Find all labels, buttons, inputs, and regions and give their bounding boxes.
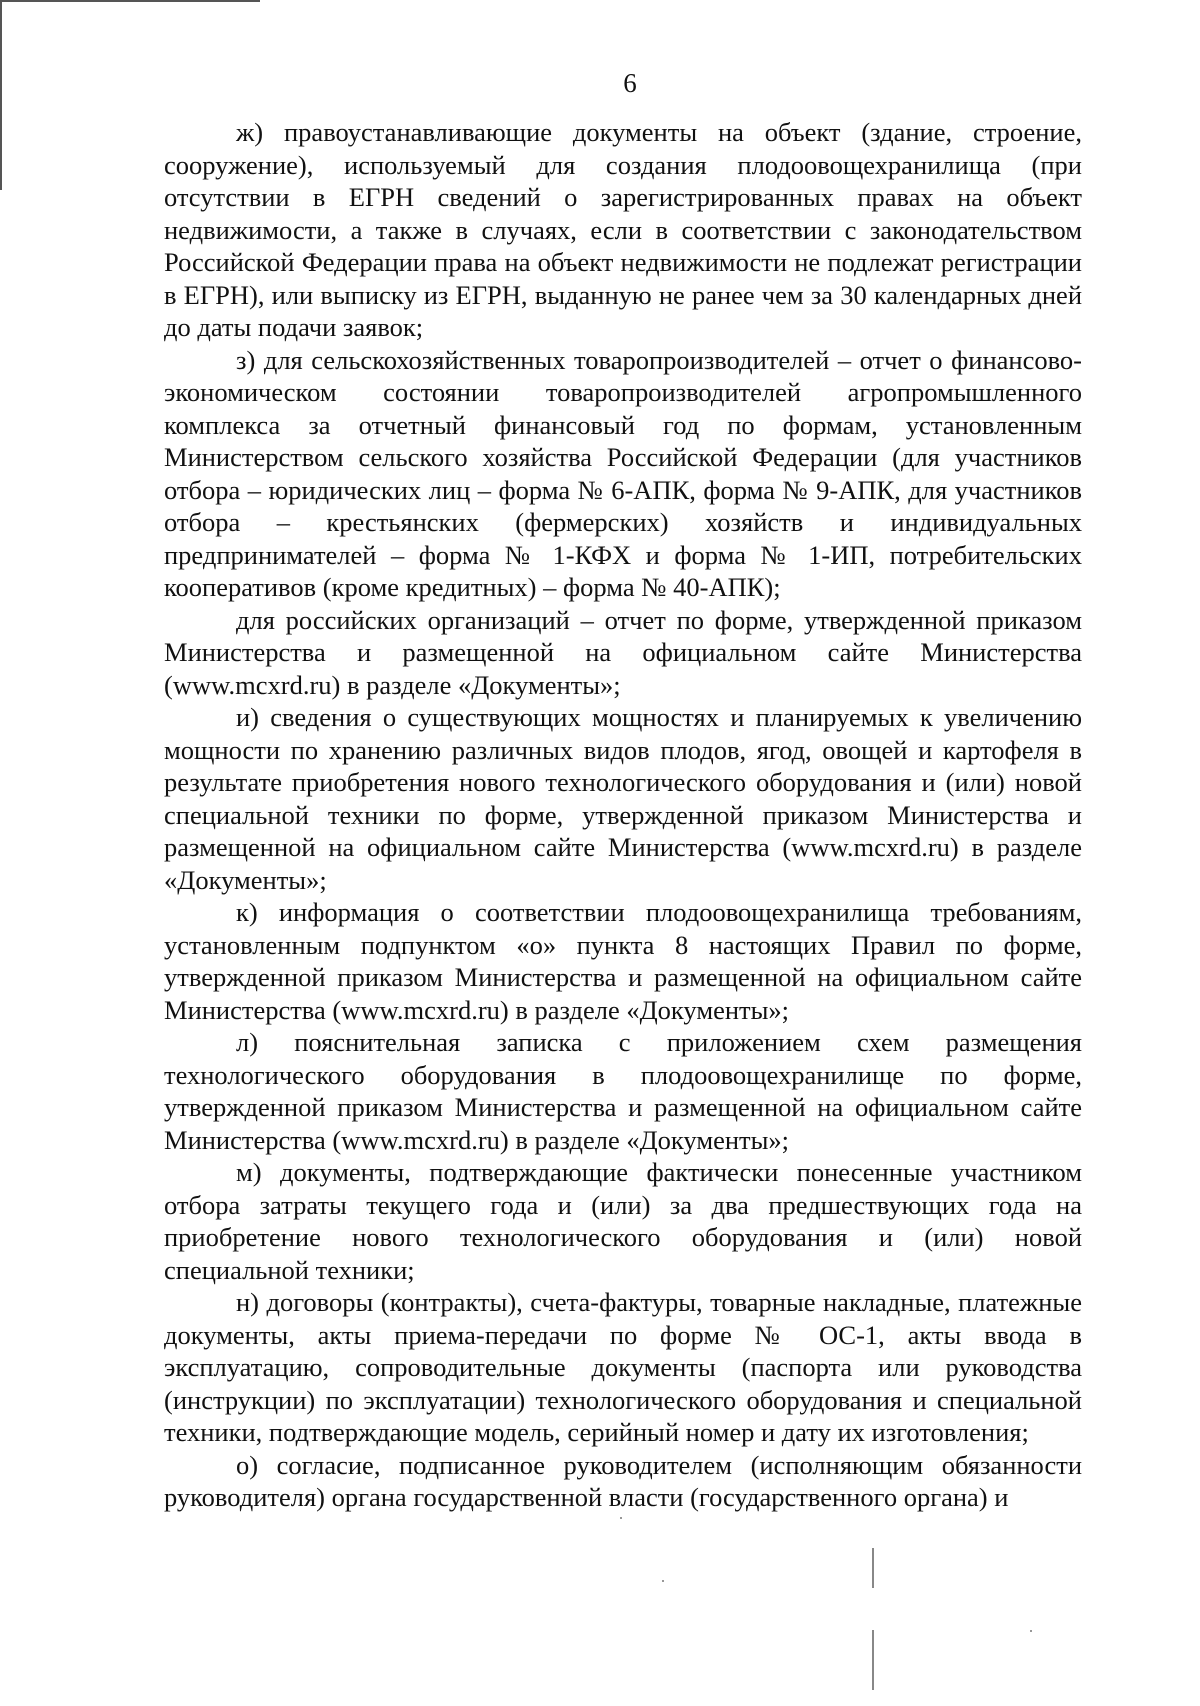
paragraph-l: л) пояснительная записка с приложением схем размещения технологического оборудования в плодоовощехранилище по форме, утвержденной приказом Министерства и размещенной на официальном сайте Министерства (www.mcxrd.ru) в разделе «Документы»;: [164, 1027, 1082, 1155]
scan-artifact-line: [872, 1630, 874, 1690]
document-body: [164, 116, 1082, 1514]
scan-edge-top: [0, 0, 260, 2]
paragraph-i: и) сведения о существующих мощностях и планируемых к увеличению мощности по хранению различных видов плодов, ягод, овощей и картофеля в результате приобретения нового технологического оборудования и (или) новой специальной техники по форме, утвержденной приказом Министерства и размещенной на официальном сайте Министерства (www.mcxrd.ru) в разделе «Документы»;: [164, 702, 1082, 895]
paragraph-o: о) согласие, подписанное руководителем (исполняющим обязанности руководителя) органа государственной власти (государственного органа) и: [164, 1449, 1082, 1512]
scan-speck: [662, 1580, 664, 1582]
page-number: 6: [623, 68, 637, 98]
paragraph-russian-organizations: для российских организаций – отчет по форме, утвержденной приказом Министерства и размещенной на официальном сайте Министерства (www.mcxrd.ru) в разделе «Документы»;: [164, 604, 1082, 700]
scan-speck: [620, 1517, 622, 1519]
paragraph-z: з) для сельскохозяйственных товаропроизводителей – отчет о финансово-экономическом состоянии товаропроизводителей агропромышленного комплекса за отчетный финансовый год по формам, установленным Министерством сельского хозяйства Российской Федерации (для участников отбора – юридических лиц – форма № 6-АПК, форма № 9-АПК, для участников отбора – крестьянских (фермерских) хозяйств и индивидуальных предпринимателей – форма № 1-КФХ и форма № 1-ИП, потребительских кооперативов (кроме кредитных) – форма № 40-АПК);: [164, 344, 1082, 602]
paragraph-zh: ж) правоустанавливающие документы на объект (здание, строение, сооружение), используемый для создания плодоовощехранилища (при отсутствии в ЕГРН сведений о зарегистрированных правах на объект недвижимости, а также в случаях, если в соответствии с законодательством Российской Федерации права на объект недвижимости не подлежат регистрации в ЕГРН), или выписку из ЕГРН, выданную не ранее чем за 30 календарных дней до даты подачи заявок;: [164, 117, 1082, 342]
paragraph-n: н) договоры (контракты), счета-фактуры, товарные накладные, платежные документы, акты приема-передачи по форме № ОС-1, акты ввода в эксплуатацию, сопроводительные документы (паспорта или руководства (инструкции) по эксплуатации) технологического оборудования и специальной техники, подтверждающие модель, серийный номер и дату их изготовления;: [164, 1287, 1082, 1447]
paragraph-m: м) документы, подтверждающие фактически понесенные участником отбора затраты текущего года и (или) за два предшествующих года на приобретение нового технологического оборудования и (или) новой специальной техники;: [164, 1157, 1082, 1285]
paragraph-k: к) информация о соответствии плодоовощехранилища требованиям, установленным подпунктом «о» пункта 8 настоящих Правил по форме, утвержденной приказом Министерства и размещенной на официальном сайте Министерства (www.mcxrd.ru) в разделе «Документы»;: [164, 897, 1082, 1025]
scan-artifact-line: [872, 1548, 874, 1588]
scan-speck: [1030, 1630, 1032, 1632]
